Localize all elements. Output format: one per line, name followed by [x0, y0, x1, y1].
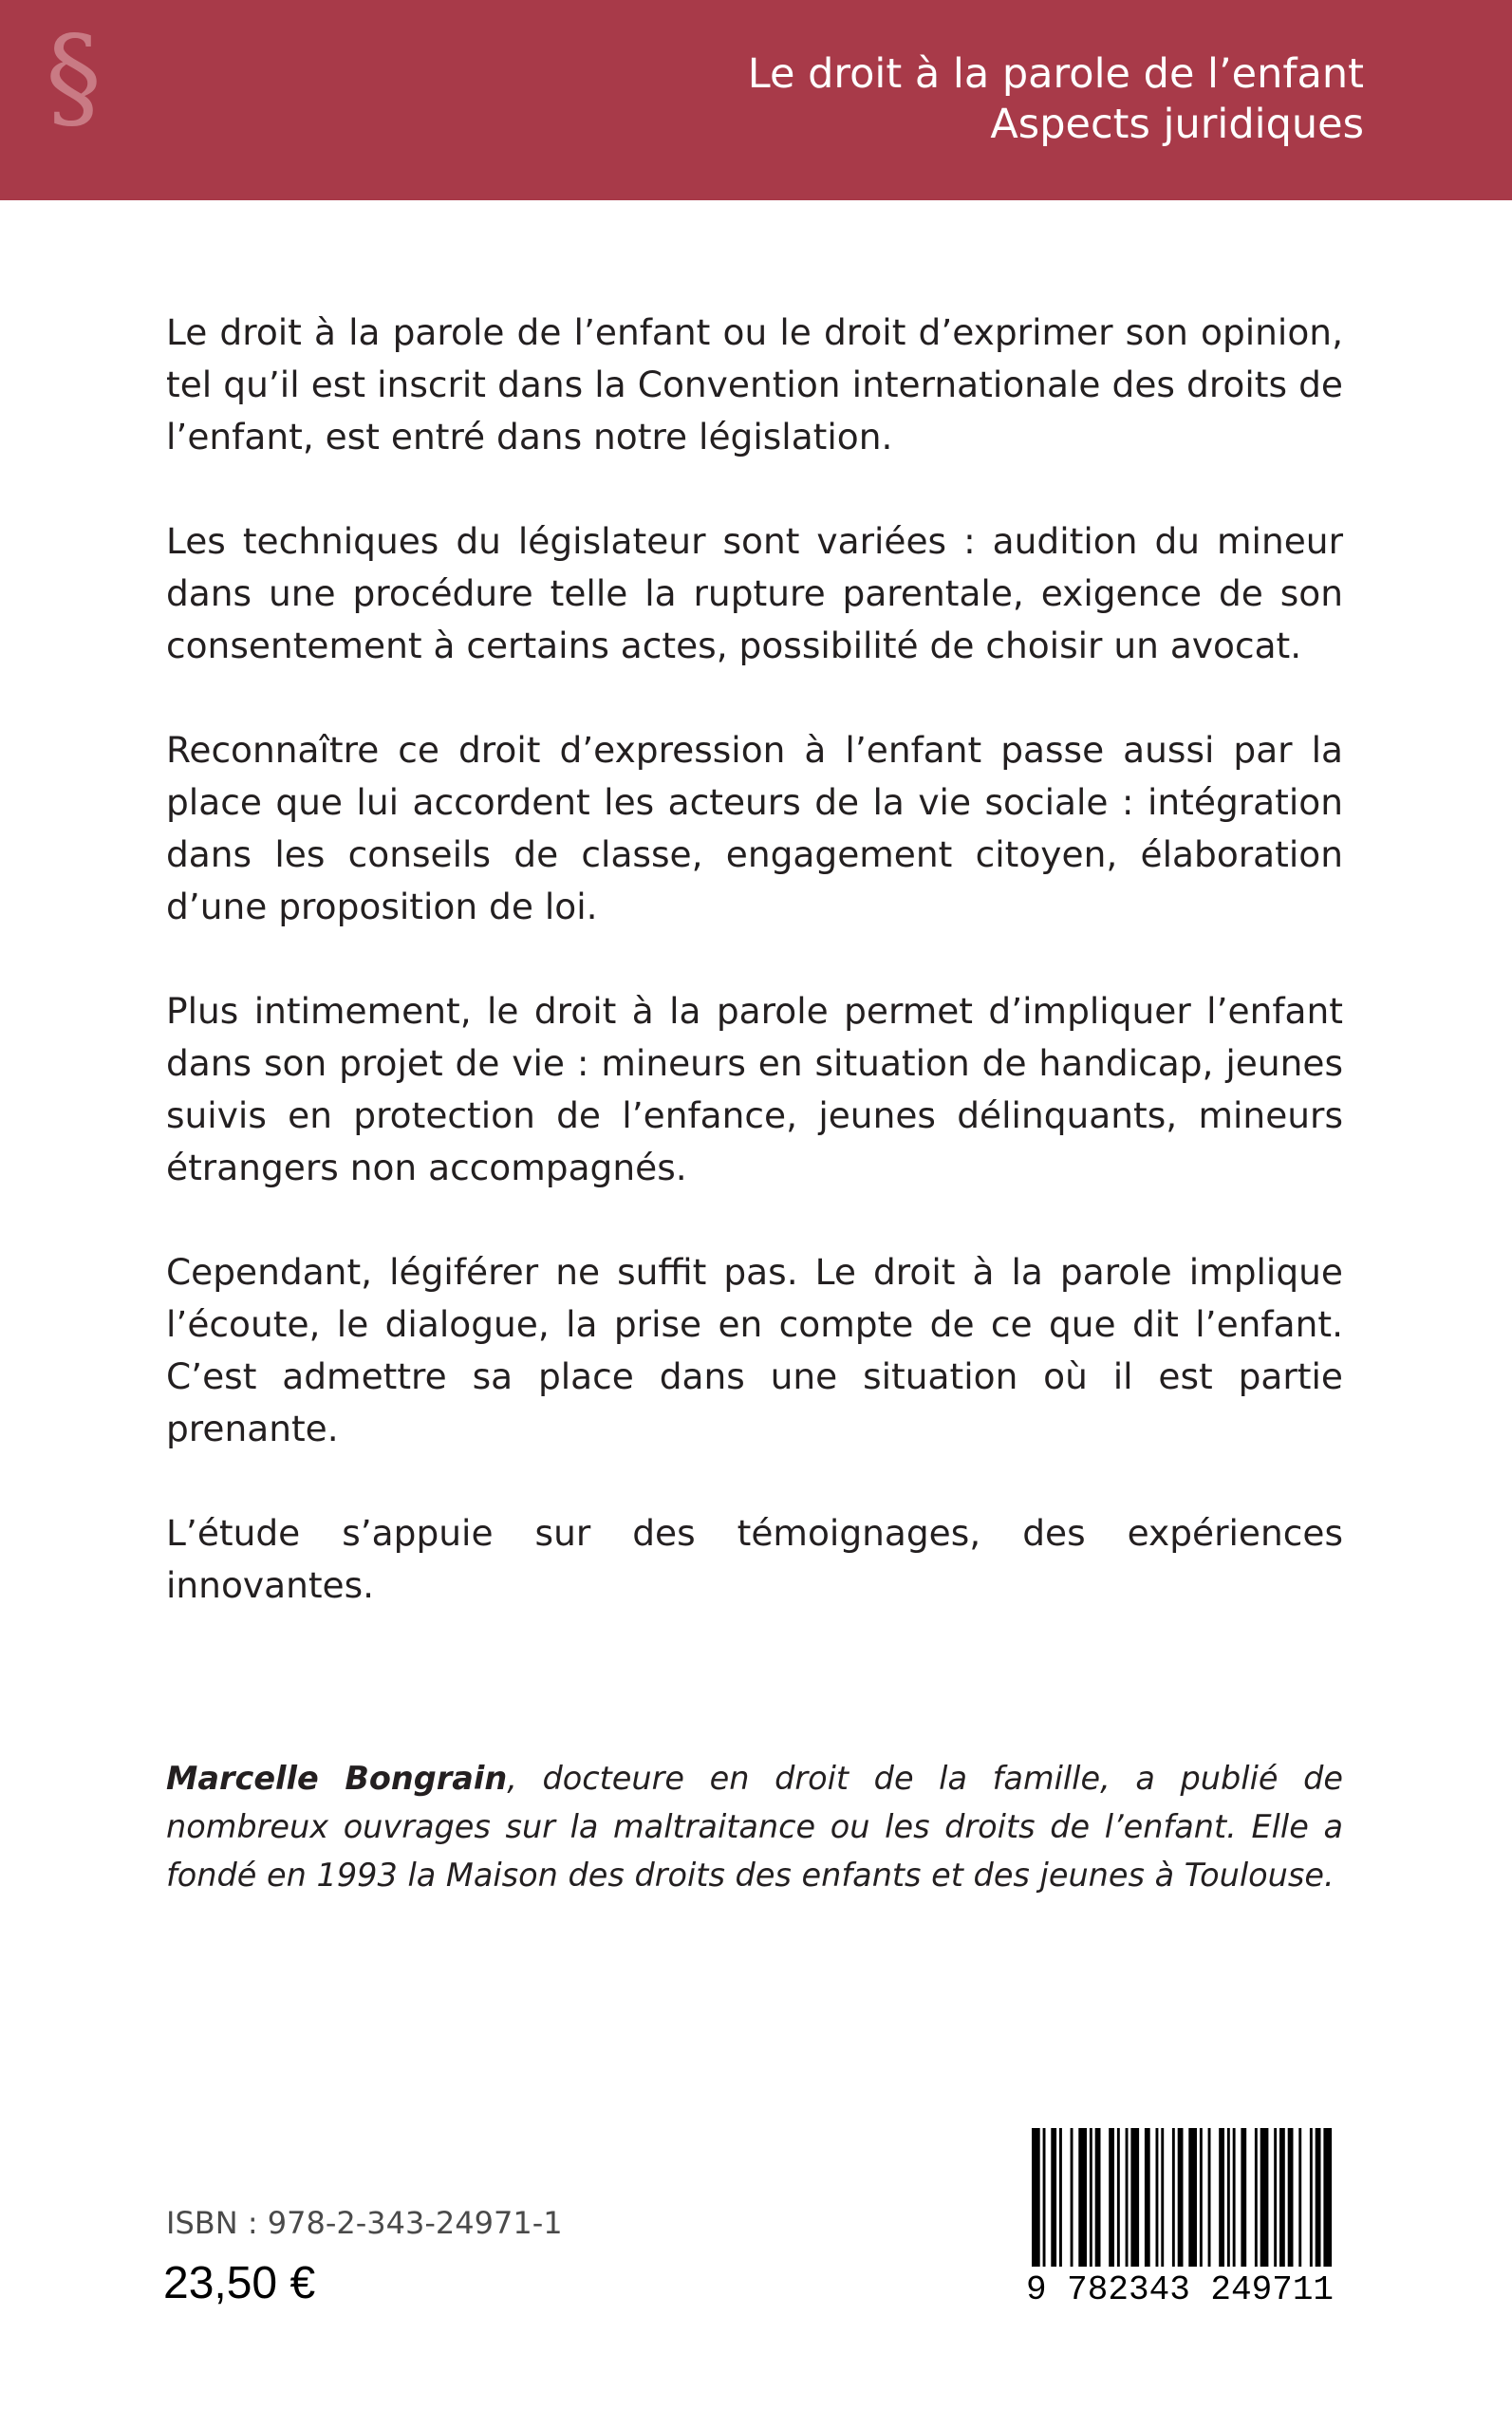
barcode-bar: [1219, 2128, 1224, 2267]
barcode-bar: [1156, 2128, 1159, 2267]
blurb-paragraph: Reconnaître ce droit d’expression à l’enfant passe aussi par la place que lui accordent les acteurs de la vie sociale : intégration dans les conseils de classe, engagement citoyen, élaboration d’une proposition de loi.: [166, 729, 1343, 927]
barcode-bar: [1208, 2128, 1211, 2267]
author-name: Marcelle Bongrain: [166, 1760, 508, 1797]
barcode-bar: [1310, 2128, 1313, 2267]
barcode-bar: [1233, 2128, 1236, 2267]
barcode-bar: [1172, 2128, 1175, 2267]
barcode-bar: [1227, 2128, 1230, 2267]
barcode-bar: [1109, 2128, 1114, 2267]
barcode-bar: [1051, 2128, 1056, 2267]
blurb-paragraph: Cependant, légiférer ne suffit pas. Le droit à la parole implique l’écoute, le dialogue, la prise en compte de ce que dit l’enfant. C’est admettre sa place dans une situation où il est partie prenante.: [166, 1251, 1343, 1449]
barcode-bar: [1279, 2128, 1285, 2267]
barcode-bar: [1255, 2128, 1258, 2267]
book-subtitle: Aspects juridiques: [990, 101, 1364, 148]
barcode-bar: [1178, 2128, 1184, 2267]
price: 23,50 €: [163, 2258, 316, 2308]
barcode-bar: [1145, 2128, 1150, 2267]
barcode-bars: [1018, 2128, 1341, 2267]
barcode-digits: 9 782343 249711: [1025, 2270, 1335, 2309]
barcode-bar: [1323, 2128, 1332, 2267]
barcode-bar: [1078, 2128, 1087, 2267]
author-bio-text: , docteure en droit de la famille, a publié de nombreux ouvrages sur la maltraitance ou les droits de l’enfant. Elle a fondé en 1993 la Maison des droits des enfants et des jeunes à Toulouse.: [166, 1760, 1343, 1894]
blurb-paragraph: Le droit à la parole de l’enfant ou le droit d’exprimer son opinion, tel qu’il est inscrit dans la Convention internationale des droits de l’enfant, est entré dans notre législation.: [166, 311, 1343, 458]
barcode-bar: [1071, 2128, 1073, 2267]
blurb: [166, 307, 1343, 1612]
barcode-bar: [1090, 2128, 1092, 2267]
header-titles: [748, 49, 1364, 150]
barcode-bar: [1274, 2128, 1277, 2267]
barcode-bar: [1298, 2128, 1301, 2267]
barcode-bar: [1059, 2128, 1062, 2267]
barcode-bar: [1188, 2128, 1197, 2267]
barcode-bar: [1316, 2128, 1321, 2267]
barcode-bar: [1260, 2128, 1269, 2267]
blurb-paragraph: Plus intimement, le droit à la parole permet d’impliquer l’enfant dans son projet de vie : mineurs en situation de handicap, jeunes suivis en protection de l’enfance, jeunes délinquants, mineurs étrangers non accompagnés.: [166, 990, 1343, 1188]
barcode-bar: [1095, 2128, 1101, 2267]
blurb-paragraph: Les techniques du législateur sont variées : audition du mineur dans une procédure telle la rupture parentale, exigence de son consentement à certains actes, possibilité de choisir un avocat.: [166, 520, 1343, 666]
author-bio: [166, 1754, 1343, 1899]
header-band: [0, 0, 1512, 200]
book-title: Le droit à la parole de l’enfant: [747, 50, 1364, 98]
section-symbol-icon: §: [46, 11, 102, 142]
barcode-bar: [1161, 2128, 1164, 2267]
barcode-bar: [1288, 2128, 1294, 2267]
barcode-bar: [1241, 2128, 1246, 2267]
barcode-bar: [1130, 2128, 1139, 2267]
barcode-bar: [1117, 2128, 1120, 2267]
barcode-bar: [1043, 2128, 1046, 2267]
barcode-bar: [1032, 2128, 1040, 2267]
isbn: ISBN : 978-2-343-24971-1: [166, 2205, 563, 2241]
barcode-bar: [1200, 2128, 1203, 2267]
blurb-paragraph: L’étude s’appuie sur des témoignages, des expériences innovantes.: [166, 1512, 1343, 1606]
barcode-bar: [1126, 2128, 1129, 2267]
